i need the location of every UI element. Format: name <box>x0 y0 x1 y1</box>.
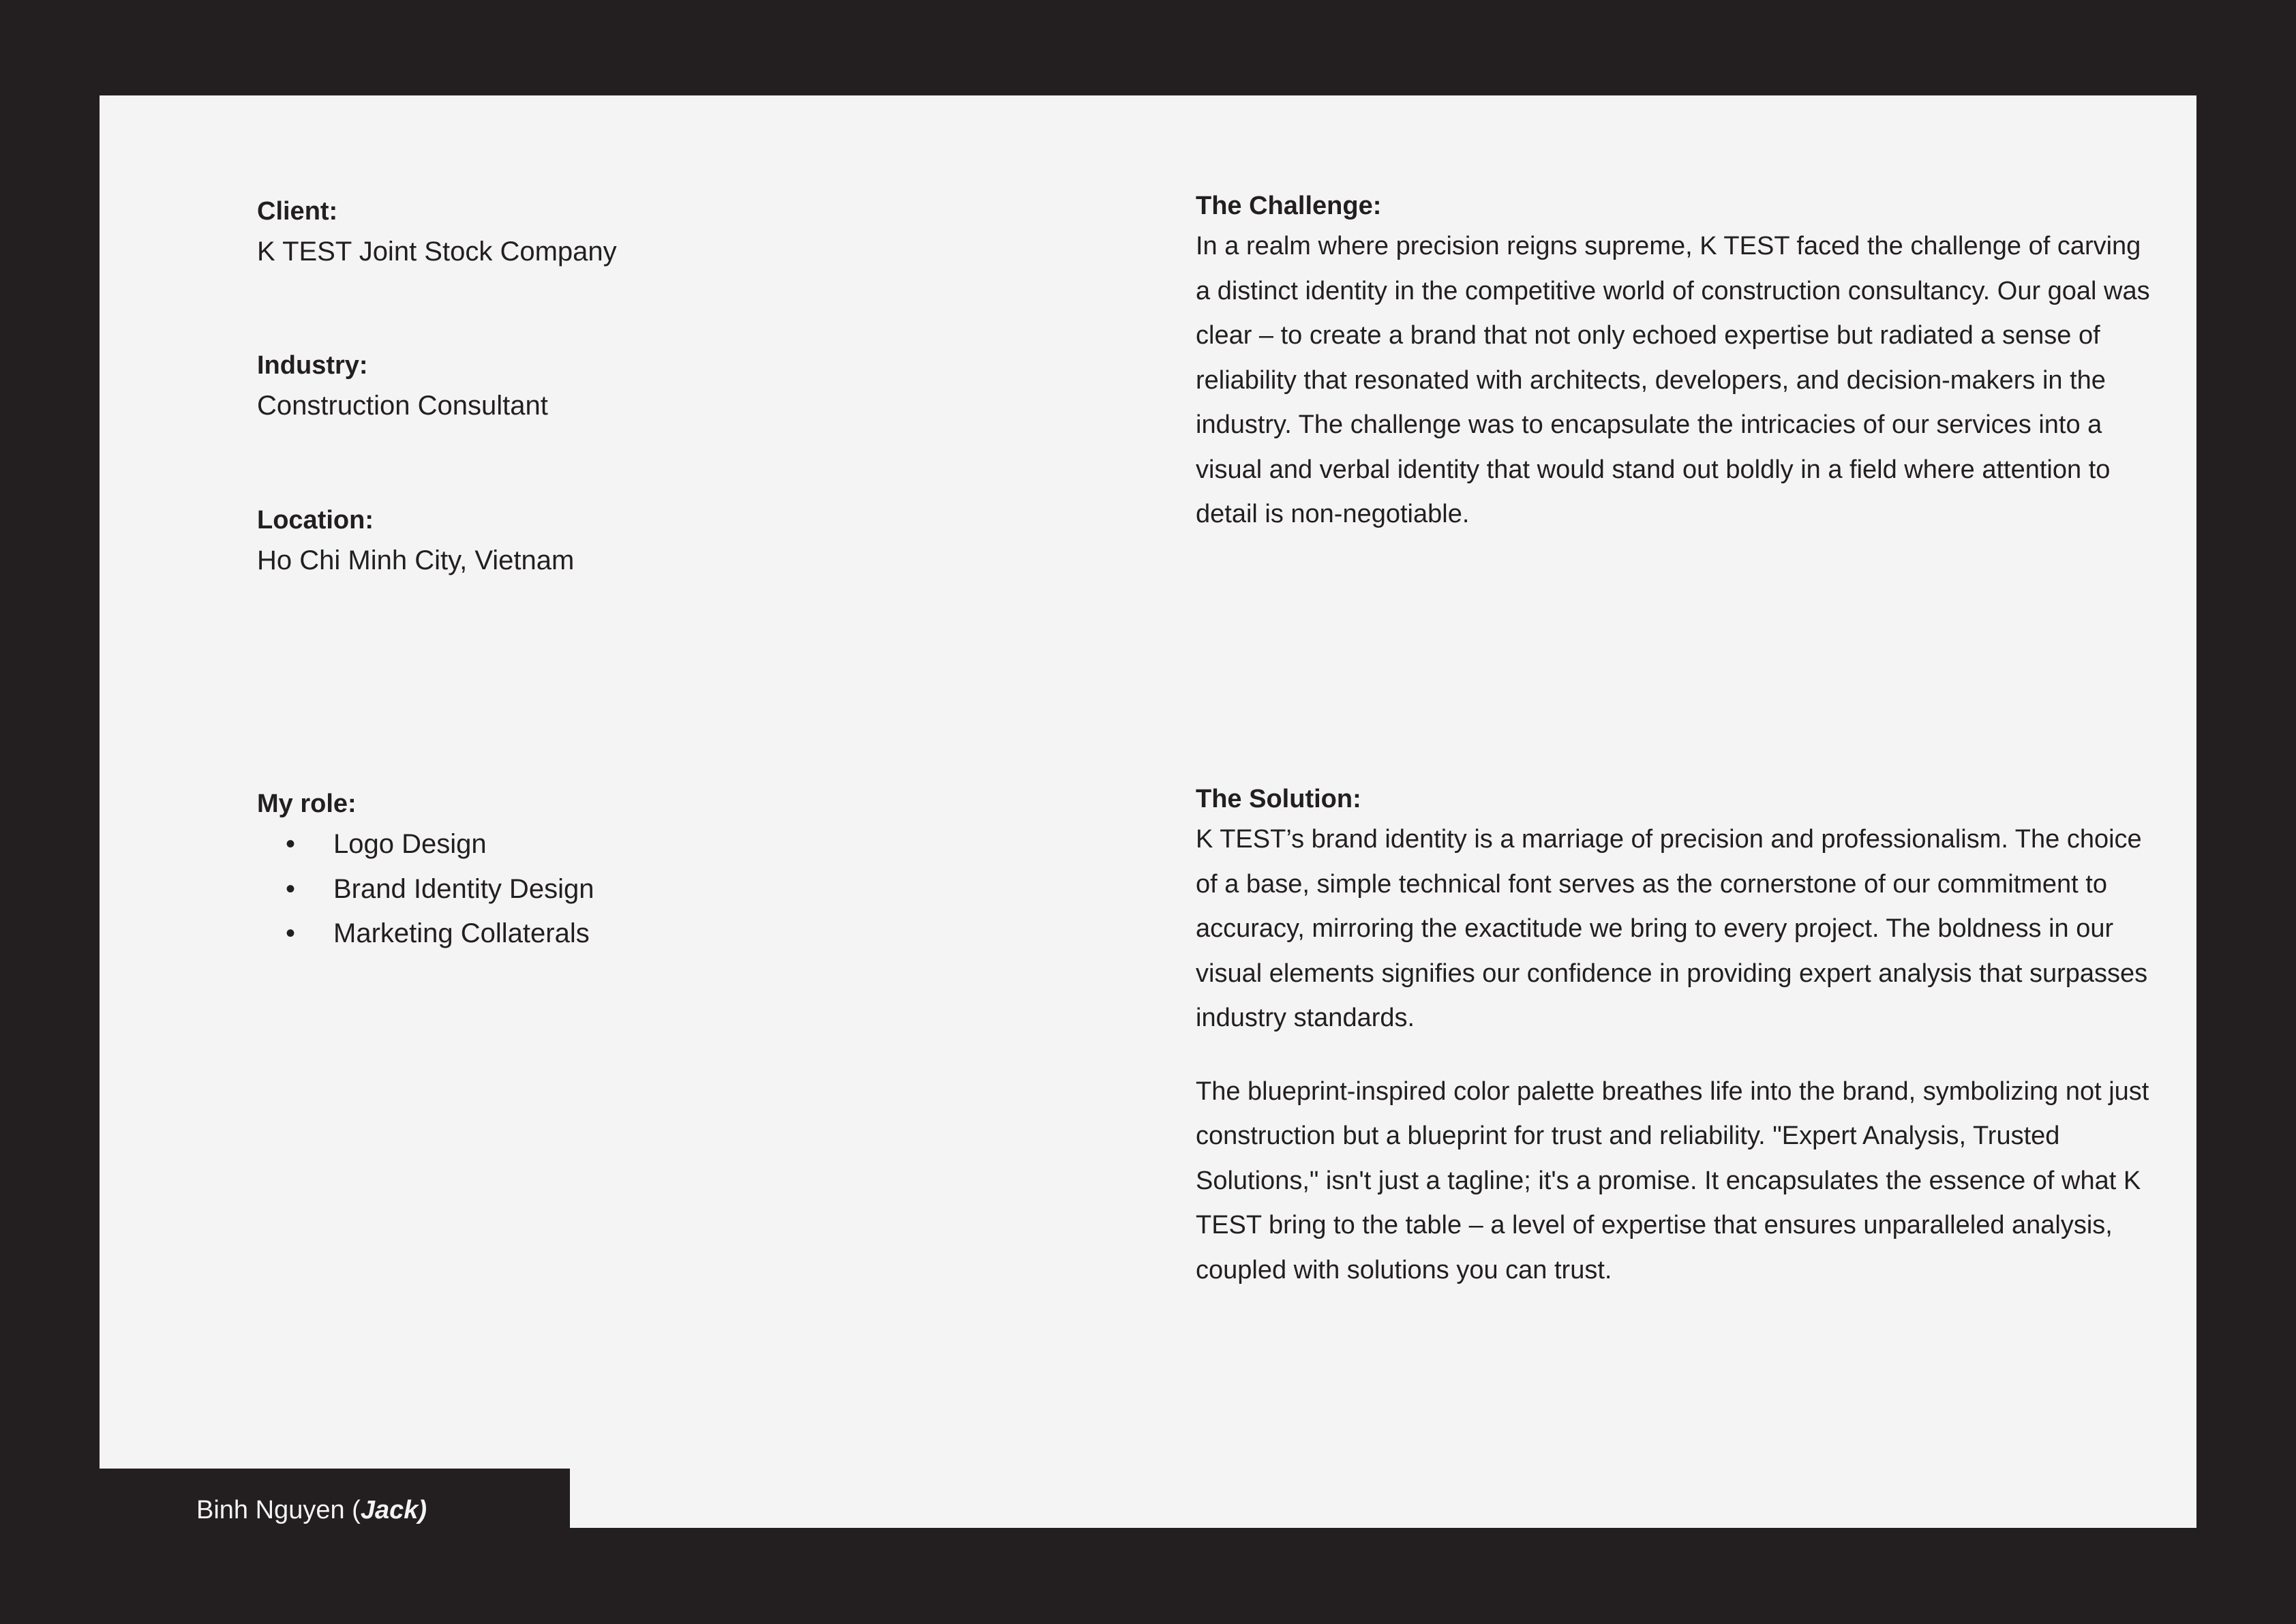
bullet-icon: • <box>286 918 296 949</box>
author-nickname: Jack) <box>360 1496 427 1524</box>
bullet-icon: • <box>286 873 296 904</box>
industry-label: Industry: <box>257 351 368 380</box>
role-item-label: Marketing Collaterals <box>333 918 590 949</box>
role-list <box>257 822 594 957</box>
solution-paragraph-2: The blueprint-inspired color palette breathes life into the brand, symbolizing not just construction but a blueprint for trust and reliability. "Expert Analysis, Trusted Solutions," isn't just a tagline; it's a promise. It encapsulates the essence of what K TEST bring to the table – a level of expertise that ensures unparalleled analysis, coupled with solutions you can trust. <box>1196 1077 2149 1284</box>
list-item <box>257 822 594 867</box>
location-value: Ho Chi Minh City, Vietnam <box>257 545 575 576</box>
author-name <box>196 1496 427 1525</box>
client-value: K TEST Joint Stock Company <box>257 237 617 267</box>
role-item-label: Brand Identity Design <box>333 873 594 904</box>
document-page <box>100 95 2196 1528</box>
industry-block <box>257 348 548 427</box>
role-item-label: Logo Design <box>333 829 487 860</box>
author-first-name: Binh Nguyen ( <box>196 1496 361 1524</box>
challenge-heading: The Challenge: <box>1196 192 1382 220</box>
solution-paragraph-1: K TEST’s brand identity is a marriage of precision and professionalism. The choice of a base, simple technical font serves as the cornerstone of our commitment to accuracy, mirroring the exactitude we bring to every project. The boldness in our visual elements signifies our confidence in providing expert analysis that surpasses industry standards. <box>1196 825 2148 1033</box>
bullet-icon: • <box>286 829 296 860</box>
location-label: Location: <box>257 506 374 535</box>
solution-heading: The Solution: <box>1196 785 1361 813</box>
list-item <box>257 867 594 912</box>
client-label: Client: <box>257 197 338 226</box>
solution-section <box>1196 781 2150 1293</box>
list-item <box>257 912 594 957</box>
location-block <box>257 502 574 582</box>
role-label: My role: <box>257 790 357 818</box>
challenge-body: In a realm where precision reigns supreme, K TEST faced the challenge of carving a distinct identity in the competitive world of construction consultancy. Our goal was clear – to create a brand that not only echoed expertise but radiated a sense of reliability that resonated with architects, developers, and decision-makers in the industry. The challenge was to encapsulate the intricacies of our services into a visual and verbal identity that would stand out boldly in a field where attention to detail is non-negotiable. <box>1196 232 2150 529</box>
role-block <box>257 786 594 957</box>
industry-value: Construction Consultant <box>257 391 548 421</box>
client-block <box>257 194 617 273</box>
author-footer <box>100 1469 570 1537</box>
challenge-section <box>1196 188 2150 537</box>
